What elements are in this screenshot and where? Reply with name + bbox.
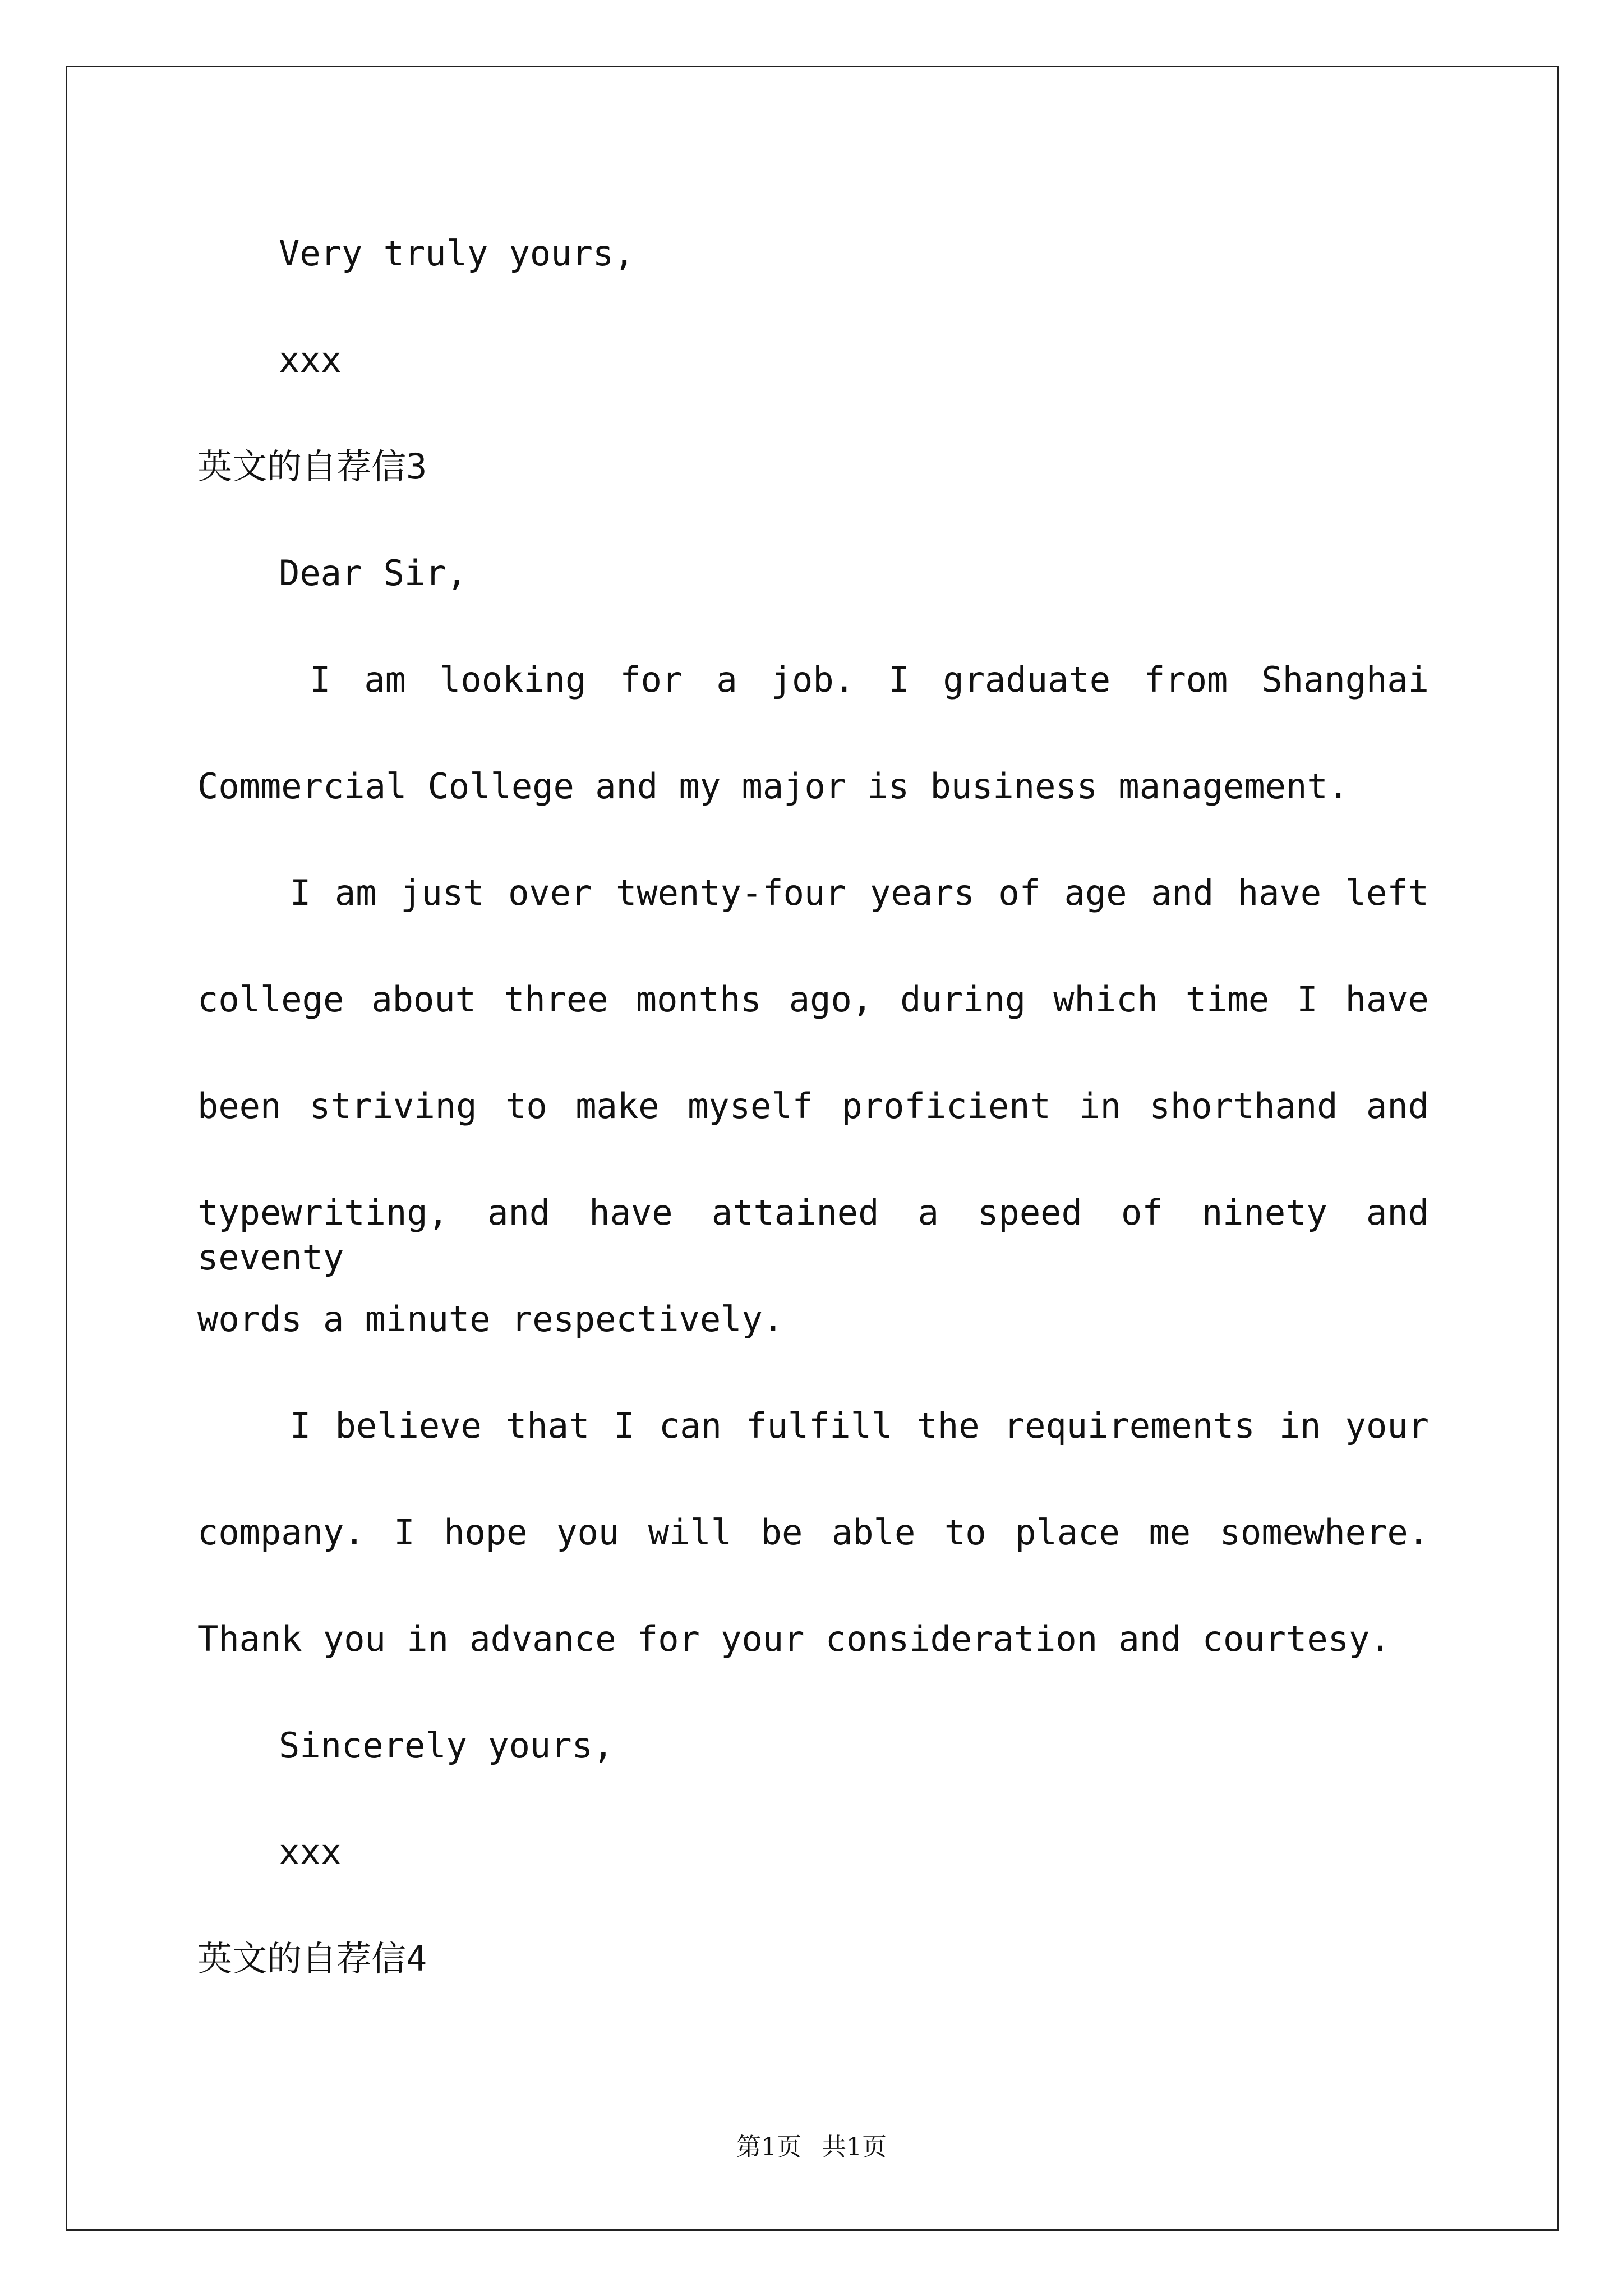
page-total: 共1页 [822, 2133, 887, 2161]
paragraph-line: Commercial College and my major is business management. [197, 766, 1349, 807]
section-heading: 英文的自荐信3 [197, 446, 427, 487]
page-border [66, 66, 1559, 2231]
paragraph-line: I believe that I can fulfill the requirements in your [290, 1405, 1429, 1446]
page-number: 第1页 [736, 2133, 801, 2161]
paragraph-line: been striving to make myself proficient in shorthand and [197, 1085, 1429, 1126]
paragraph-line: I am just over twenty-four years of age and have left [290, 872, 1429, 913]
paragraph-line: college about three months ago, during which time I have [197, 979, 1429, 1020]
section-heading: 英文的自荐信4 [197, 1938, 427, 1979]
salutation-line: Dear Sir, [279, 553, 467, 593]
paragraph-line: I am looking for a job. I graduate from Shanghai [310, 659, 1429, 700]
page-footer [0, 2131, 1623, 2164]
paragraph-line: words a minute respectively. [197, 1299, 784, 1340]
paragraph-line: Thank you in advance for your consideration and courtesy. [197, 1618, 1391, 1659]
signature-line: xxx [279, 1832, 342, 1872]
signature-line: xxx [279, 339, 342, 380]
closing-line: Sincerely yours, [279, 1725, 614, 1766]
closing-line: Very truly yours, [279, 233, 635, 274]
paragraph-line: company. I hope you will be able to place me somewhere. [197, 1512, 1429, 1553]
paragraph-line: typewriting, and have attained a speed of ninety and seventy [197, 1192, 1429, 1278]
